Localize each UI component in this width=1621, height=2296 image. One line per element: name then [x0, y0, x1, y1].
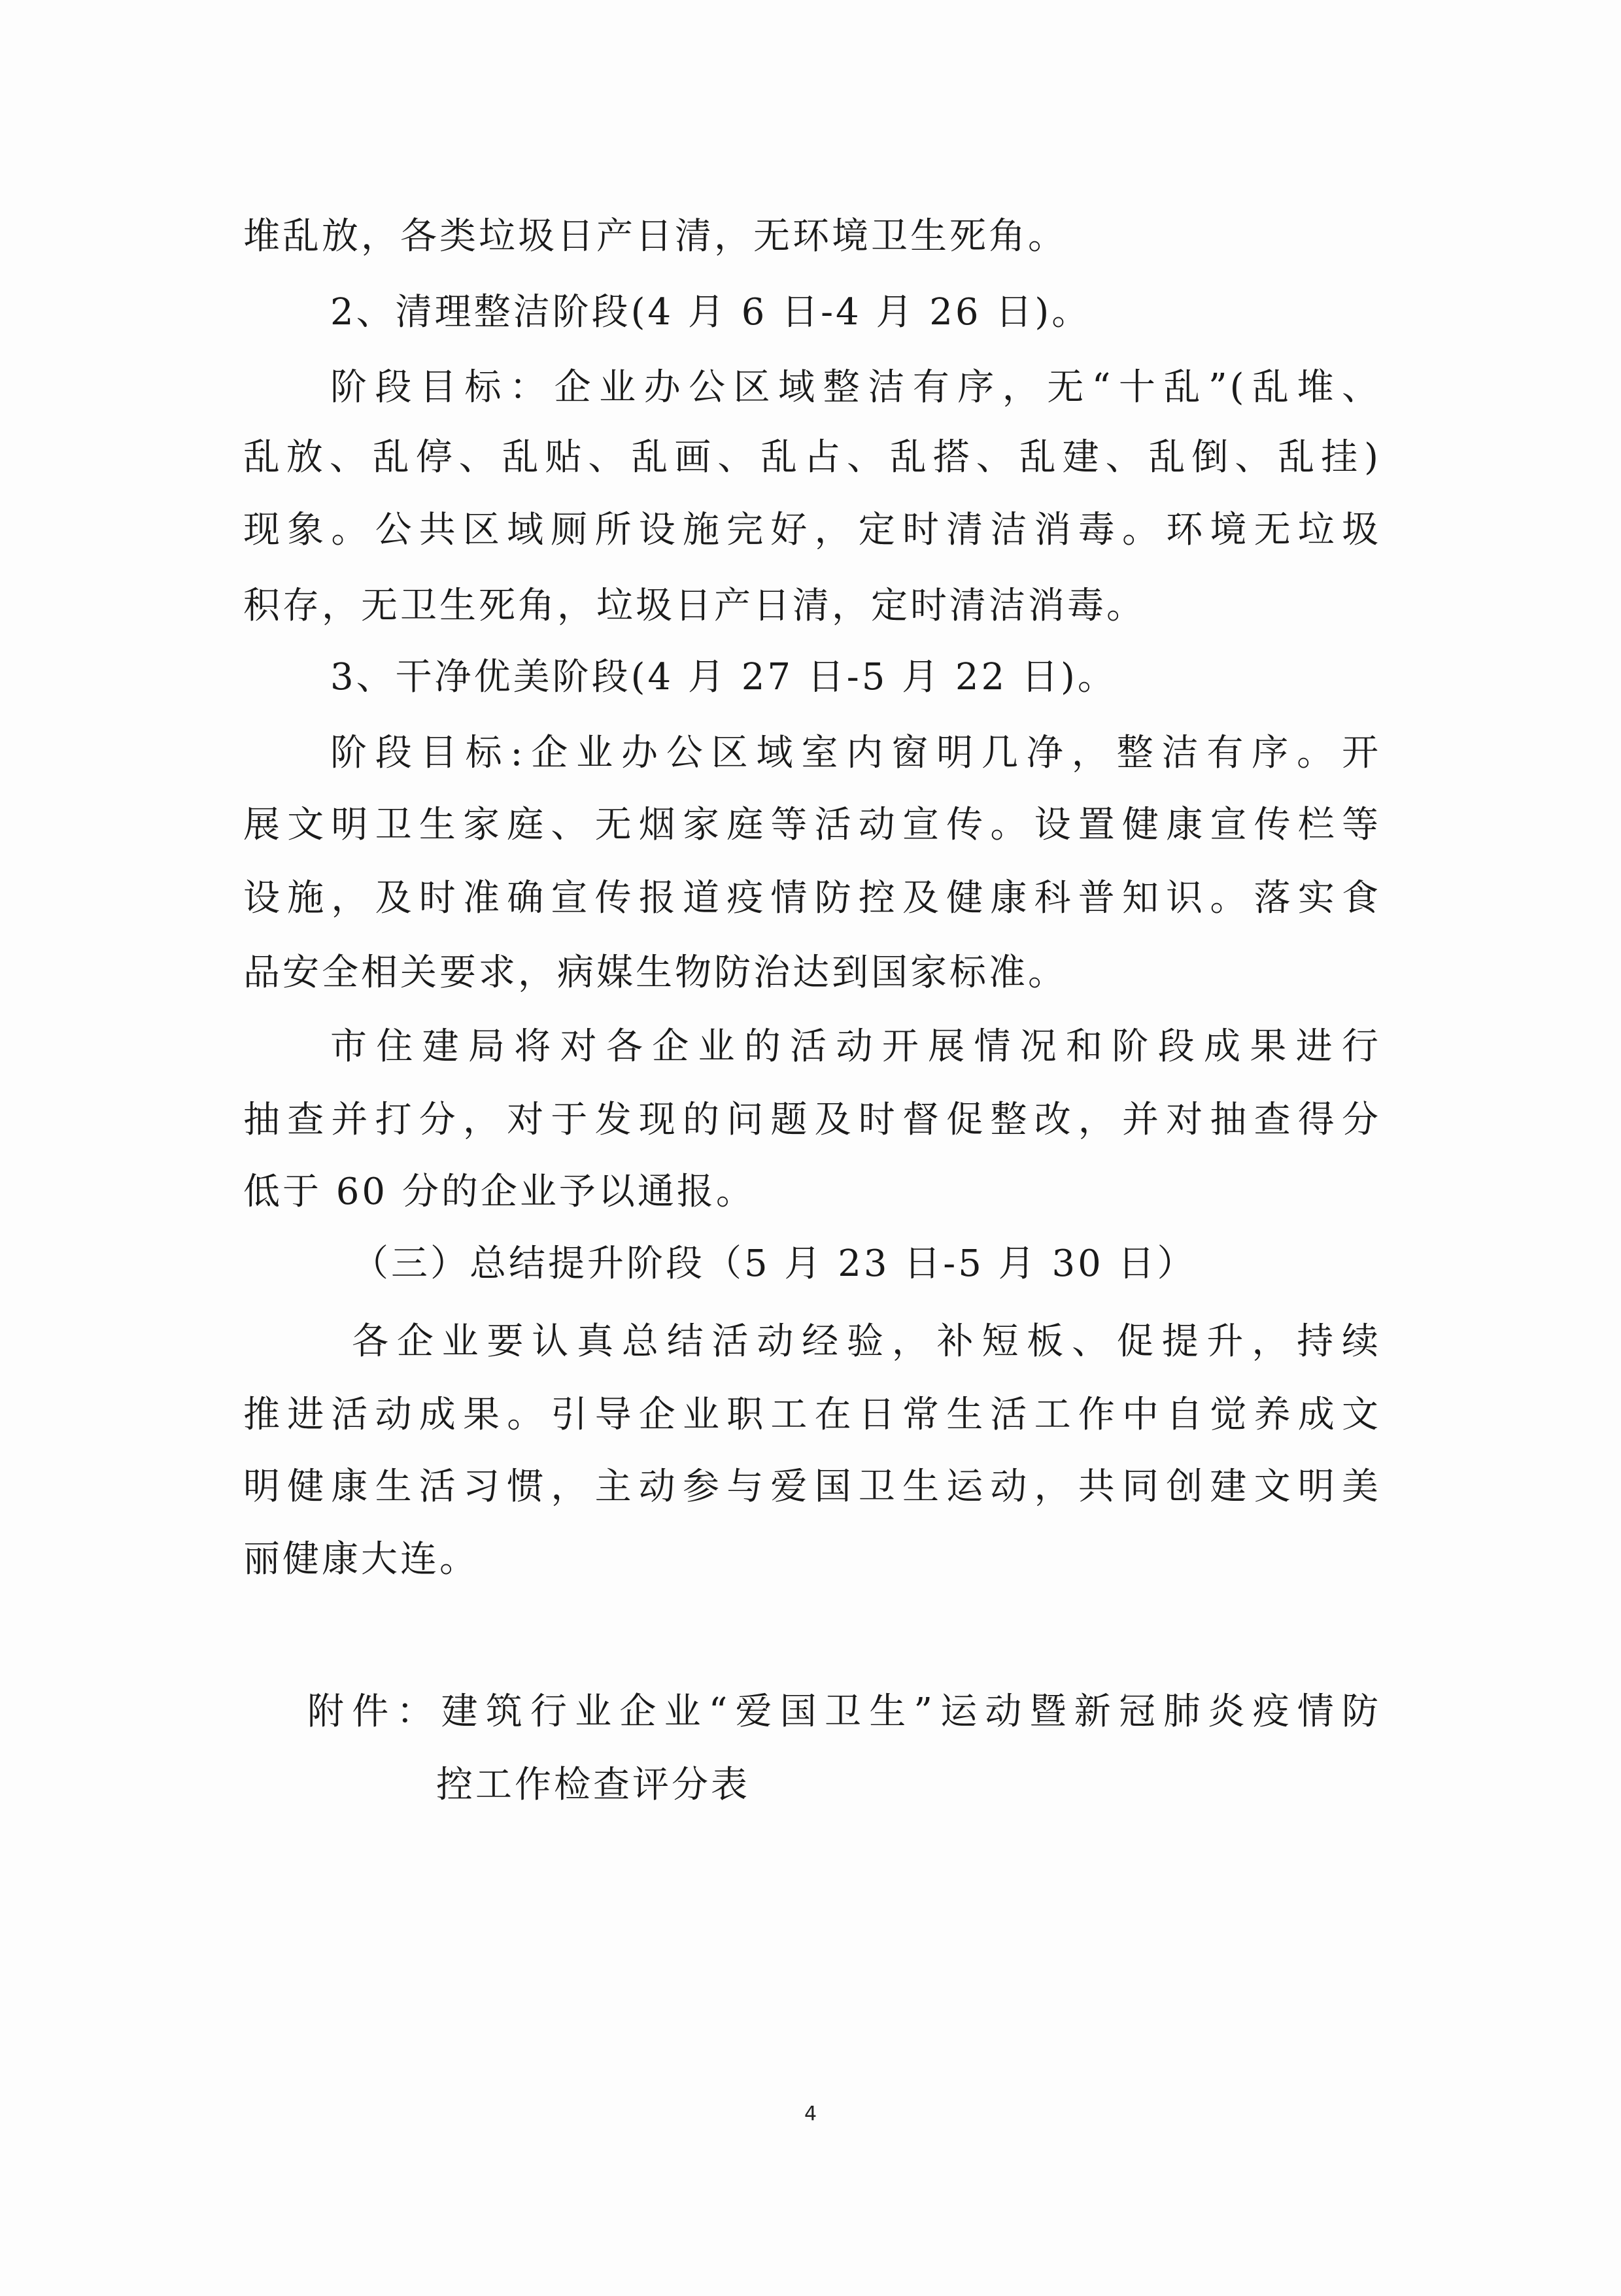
paragraph-line: 品安全相关要求，病媒生物防治达到国家标准。: [243, 951, 1067, 994]
paragraph-line: 丽健康大连。: [243, 1538, 479, 1581]
paragraph-line: 抽查并打分，对于发现的问题及时督促整改，并对抽查得分: [243, 1099, 1381, 1141]
stage-heading: 2、清理整洁阶段(4 月 6 日-4 月 26 日)。: [330, 291, 1091, 334]
paragraph-line: 市住建局将对各企业的活动开展情况和阶段成果进行: [330, 1025, 1381, 1068]
paragraph-line: 积存，无卫生死角，垃圾日产日清，定时清洁消毒。: [243, 585, 1146, 627]
attachment-line: 控工作检查评分表: [436, 1764, 750, 1806]
paragraph-line: 明健康生活习惯，主动参与爱国卫生运动，共同创建文明美: [243, 1465, 1381, 1508]
section-heading: （三）总结提升阶段（5 月 23 日-5 月 30 日）: [352, 1242, 1197, 1285]
paragraph-line: 阶段目标:企业办公区域室内窗明几净，整洁有序。开: [330, 732, 1381, 774]
paragraph-line: 低于 60 分的企业予以通报。: [243, 1171, 755, 1213]
paragraph-line: 阶段目标：企业办公区域整洁有序，无“十乱”(乱堆、: [330, 366, 1381, 409]
stage-heading: 3、干净优美阶段(4 月 27 日-5 月 22 日)。: [330, 656, 1117, 698]
attachment-line: 附件：建筑行业企业“爱国卫生”运动暨新冠肺炎疫情防: [307, 1690, 1381, 1733]
paragraph-line: 展文明卫生家庭、无烟家庭等活动宣传。设置健康宣传栏等: [243, 804, 1381, 846]
paragraph-line: 设施，及时准确宣传报道疫情防控及健康科普知识。落实食: [243, 877, 1381, 919]
paragraph-line: 各企业要认真总结活动经验，补短板、促提升，持续: [352, 1320, 1381, 1363]
paragraph-line: 推进活动成果。引导企业职工在日常生活工作中自觉养成文: [243, 1394, 1381, 1436]
paragraph-line: 现象。公共区域厕所设施完好，定时清洁消毒。环境无垃圾: [243, 509, 1381, 551]
page-number: 4: [804, 2102, 817, 2125]
paragraph-line: 乱放、乱停、乱贴、乱画、乱占、乱搭、乱建、乱倒、乱挂): [243, 436, 1381, 479]
paragraph-line: 堆乱放，各类垃圾日产日清，无环境卫生死角。: [243, 215, 1067, 258]
